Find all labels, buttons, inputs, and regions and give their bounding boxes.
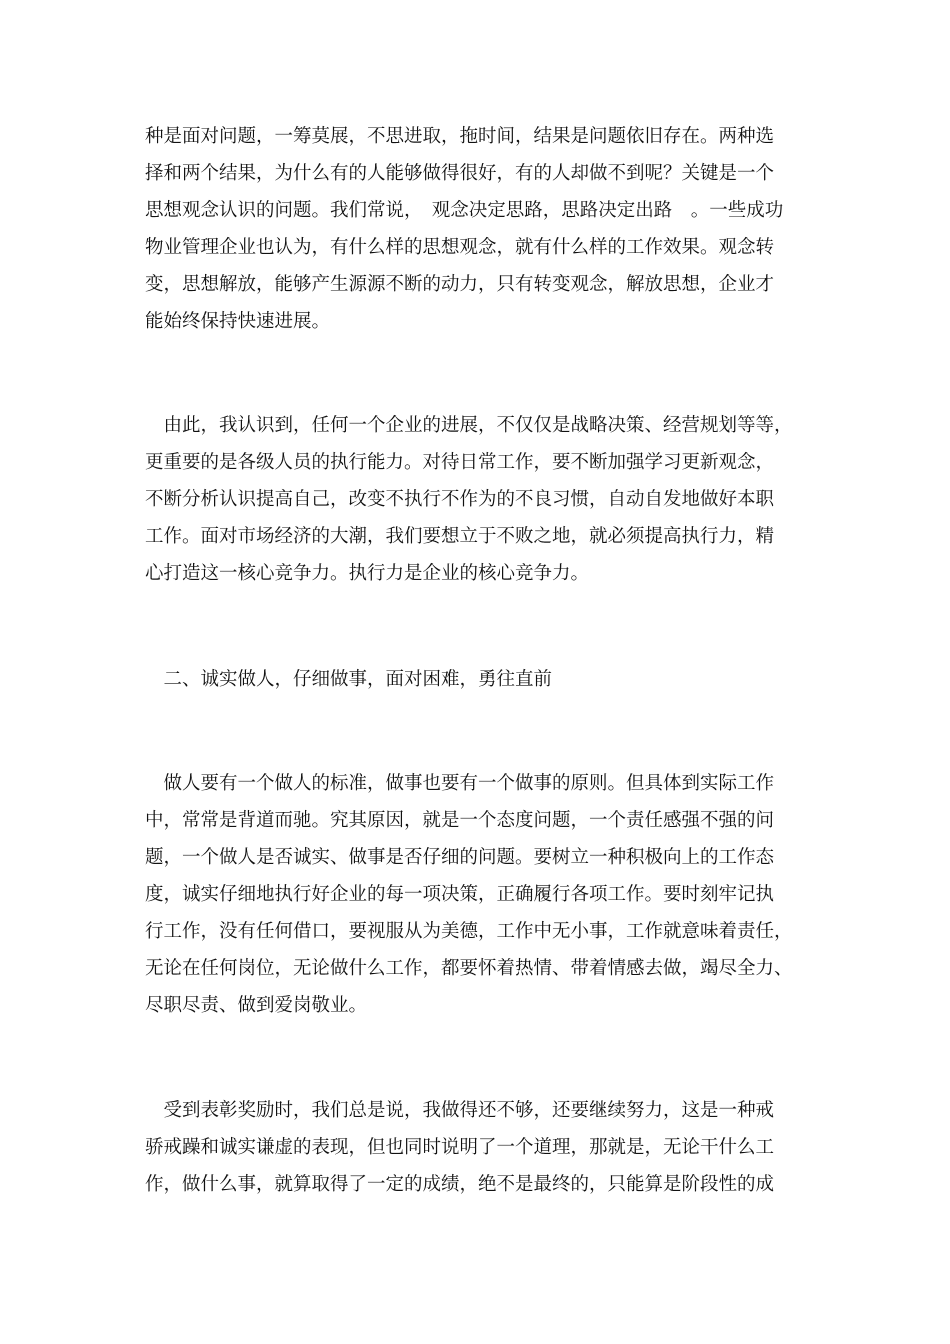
section-heading (145, 661, 810, 698)
text-line: 变，思想解放，能够产生源源不断的动力，只有转变观念，解放思想，企业才 (145, 274, 775, 295)
text-line: 中，常常是背道而驰。究其原因，就是一个态度问题，一个责任感强不强的问 (145, 810, 775, 831)
text-line: 行工作，没有任何借口，要视服从为美德，工作中无小事，工作就意味着责任， (145, 921, 793, 942)
text-line: 做人要有一个做人的标准，做事也要有一个做事的原则。但具体到实际工作 (145, 773, 775, 794)
heading-line: 二、诚实做人，仔细做事，面对困难，勇往直前 (145, 669, 553, 690)
text-line: 受到表彰奖励时，我们总是说，我做得还不够，还要继续努力，这是一种戒 (145, 1100, 775, 1121)
text-line: 骄戒躁和诚实谦虚的表现，但也同时说明了一个道理，那就是，无论干什么工 (145, 1137, 775, 1158)
text-line: 度，诚实仔细地执行好企业的每一项决策，正确履行各项工作。要时刻牢记执 (145, 884, 775, 905)
text-line: 工作。面对市场经济的大潮，我们要想立于不败之地，就必须提高执行力，精 (145, 526, 775, 547)
text-line: 由此，我认识到，任何一个企业的进展，不仅仅是战略决策、经营规划等等， (145, 415, 793, 436)
paragraph-concept-change (145, 118, 810, 340)
paragraph-execution-ability (145, 407, 810, 592)
text-line: 无论在任何岗位，无论做什么工作，都要怀着热情、带着情感去做，竭尽全力、 (145, 958, 793, 979)
text-line: 尽职尽责、做到爱岗敬业。 (145, 995, 368, 1016)
text-line: 心打造这一核心竞争力。执行力是企业的核心竞争力。 (145, 563, 590, 584)
text-line: 不断分析认识提高自己，改变不执行不作为的不良习惯，自动自发地做好本职 (145, 489, 775, 510)
text-line: 作，做什么事，就算取得了一定的成绩，绝不是最终的，只能算是阶段性的成 (145, 1174, 775, 1195)
text-line: 思想观念认识的问题。我们常说， 观念决定思路，思路决定出路 。一些成功 (145, 200, 784, 221)
paragraph-honesty (145, 765, 810, 1024)
text-line: 能始终保持快速进展。 (145, 311, 331, 332)
text-line: 题，一个做人是否诚实、做事是否仔细的问题。要树立一种积极向上的工作态 (145, 847, 775, 868)
text-line: 种是面对问题，一筹莫展，不思进取，拖时间，结果是问题依旧存在。两种选 (145, 126, 775, 147)
text-line: 择和两个结果，为什么有的人能够做得很好，有的人却做不到呢？关键是一个 (145, 163, 775, 184)
text-line: 物业管理企业也认为，有什么样的思想观念，就有什么样的工作效果。观念转 (145, 237, 775, 258)
paragraph-modesty (145, 1092, 810, 1203)
text-line: 更重要的是各级人员的执行能力。对待日常工作，要不断加强学习更新观念， (145, 452, 775, 473)
